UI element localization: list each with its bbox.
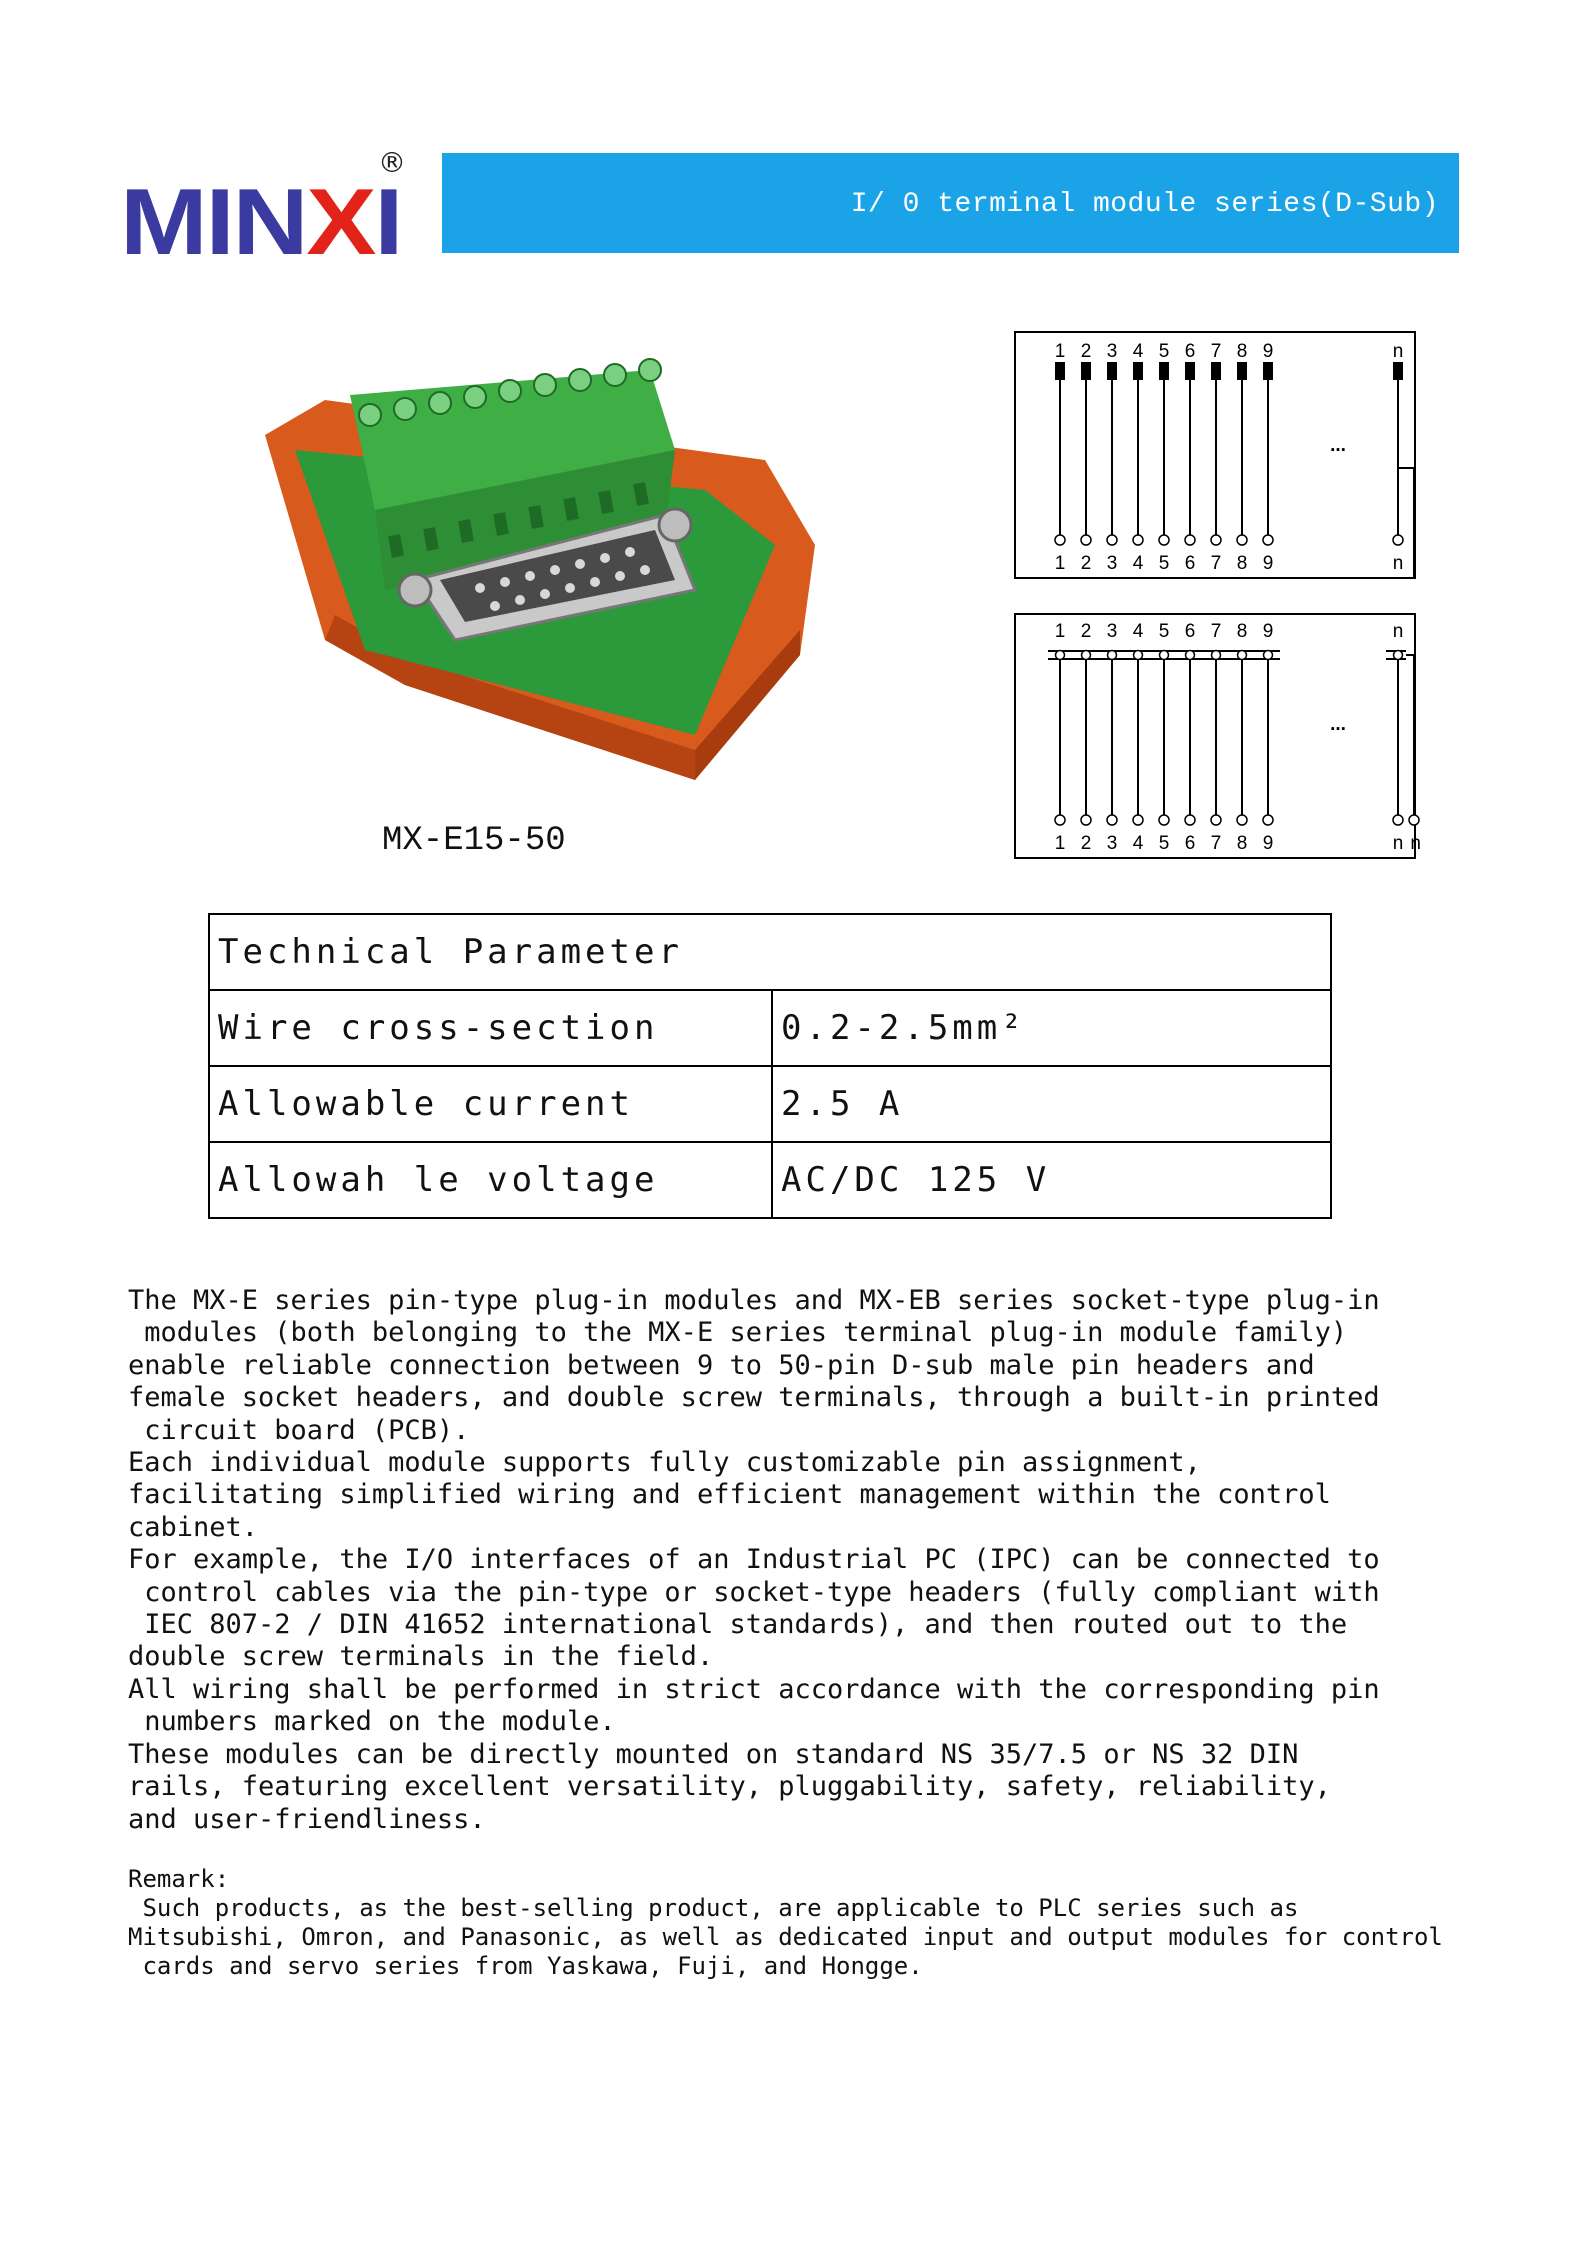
top-pin-label: 5 [1158,341,1170,362]
description-line: cabinet. [128,1511,259,1543]
logo-wordmark: MINXI [120,169,402,274]
top-pin-label: 7 [1210,341,1222,362]
wiring-diagram-pin [1014,331,1416,579]
product-model: MX-E15-50 [382,822,566,860]
bottom-pin-label: 9 [1262,833,1274,854]
description-line: circuit board (PCB). [128,1414,470,1446]
description-line: and user-friendliness. [128,1803,486,1835]
table-header-row [209,914,1331,990]
top-pin-label: 2 [1080,341,1092,362]
table-row [209,990,1331,1066]
bottom-pin-label: 8 [1236,553,1248,574]
description-line: Each individual module supports fully customizable pin assignment, [128,1447,1201,1479]
bottom-pin-label: 1 [1054,833,1066,854]
description-line: female socket headers, and double screw terminals, through a built-in printed [128,1382,1380,1414]
bottom-pin-label: 3 [1106,833,1118,854]
top-pin-label: 1 [1054,621,1066,642]
registered-mark: ® [378,146,406,179]
remark-line: Such products, as the best-selling product, are applicable to PLC series such as [128,1894,1299,1922]
ellipsis: ... [1330,714,1346,735]
bottom-pin-label: 7 [1210,833,1222,854]
param-value: AC/DC 125 V [772,1142,1331,1218]
top-pin-label-n: n [1392,621,1404,642]
param-name: Allowah le voltage [209,1142,772,1218]
description-line: The MX-E series pin-type plug-in modules and MX-EB series socket-type plug-in [128,1285,1380,1316]
top-pin-label-n: n [1392,341,1404,362]
bottom-pin-label: 1 [1054,553,1066,574]
top-pin-label: 7 [1210,621,1222,642]
top-pin-label: 6 [1184,621,1196,642]
top-pin-label: 8 [1236,621,1248,642]
description-text [128,1285,1458,1836]
remark-title: Remark: [128,1865,230,1893]
top-pin-label: 3 [1106,341,1118,362]
bottom-pin-label: 7 [1210,553,1222,574]
bottom-pin-label: 6 [1184,833,1196,854]
description-line: All wiring shall be performed in strict accordance with the corresponding pin [128,1673,1380,1705]
description-line: IEC 807-2 / DIN 41652 international standards), and then routed out to the [128,1609,1348,1641]
bottom-pin-label: 5 [1158,553,1170,574]
top-pin-label: 9 [1262,341,1274,362]
brand-logo [120,146,420,274]
bottom-pin-label-n: n [1392,833,1404,854]
bottom-pin-label: 3 [1106,553,1118,574]
top-pin-label: 9 [1262,621,1274,642]
header-banner [442,153,1459,253]
wiring-diagram-socket [1014,613,1421,859]
bottom-pin-label: 5 [1158,833,1170,854]
param-name: Wire cross-section [209,990,772,1066]
bottom-pin-label: 4 [1132,553,1144,574]
bottom-pin-label: 2 [1080,833,1092,854]
product-image [255,340,815,790]
top-pin-label: 4 [1132,621,1144,642]
bottom-pin-label-n: n [1392,553,1404,574]
description-line: enable reliable connection between 9 to 50-pin D-sub male pin headers and [128,1349,1315,1381]
top-pin-label: 1 [1054,341,1066,362]
bottom-pin-label: 2 [1080,553,1092,574]
param-value: 2.5 A [772,1066,1331,1142]
description-line: For example, the I/O interfaces of an Industrial PC (IPC) can be connected to [128,1544,1380,1576]
top-pin-label: 8 [1236,341,1248,362]
bottom-pin-label: 9 [1262,553,1274,574]
description-line: These modules can be directly mounted on standard NS 35/7.5 or NS 32 DIN [128,1738,1299,1770]
technical-parameter-table [208,913,1332,1219]
description-line: facilitating simplified wiring and efficient management within the control [128,1479,1331,1511]
top-pin-label: 4 [1132,341,1144,362]
top-pin-label: 6 [1184,341,1196,362]
pin-line-group [1056,363,1402,379]
top-pin-label: 2 [1080,621,1092,642]
param-value: 0.2-2.5mm² [772,990,1331,1066]
description-line: numbers marked on the module. [128,1706,616,1738]
table-header: Technical Parameter [209,914,1331,990]
top-pin-label: 3 [1106,621,1118,642]
table-row [209,1066,1331,1142]
top-pin-label: 5 [1158,621,1170,642]
description-line: rails, featuring excellent versatility, pluggability, safety, reliability, [128,1771,1331,1803]
description-line: control cables via the pin-type or socket-type headers (fully compliant with [128,1576,1380,1608]
remark-section [128,1865,1468,1981]
description-line: modules (both belonging to the MX-E series terminal plug-in module family) [128,1317,1348,1349]
table-row [209,1142,1331,1218]
bottom-pin-label: 8 [1236,833,1248,854]
description-line: double screw terminals in the field. [128,1641,714,1673]
remark-line: Mitsubishi, Omron, and Panasonic, as well as dedicated input and output modules for control [128,1923,1443,1951]
page-title: I/ 0 terminal module series(D-Sub) [850,189,1439,220]
remark-line: cards and servo series from Yaskawa, Fuji, and Hongge. [128,1952,923,1980]
ellipsis: ... [1330,435,1346,456]
bottom-pin-label: 6 [1184,553,1196,574]
bottom-pin-label: 4 [1132,833,1144,854]
bottom-pin-label-n: n [1410,833,1421,854]
param-name: Allowable current [209,1066,772,1142]
